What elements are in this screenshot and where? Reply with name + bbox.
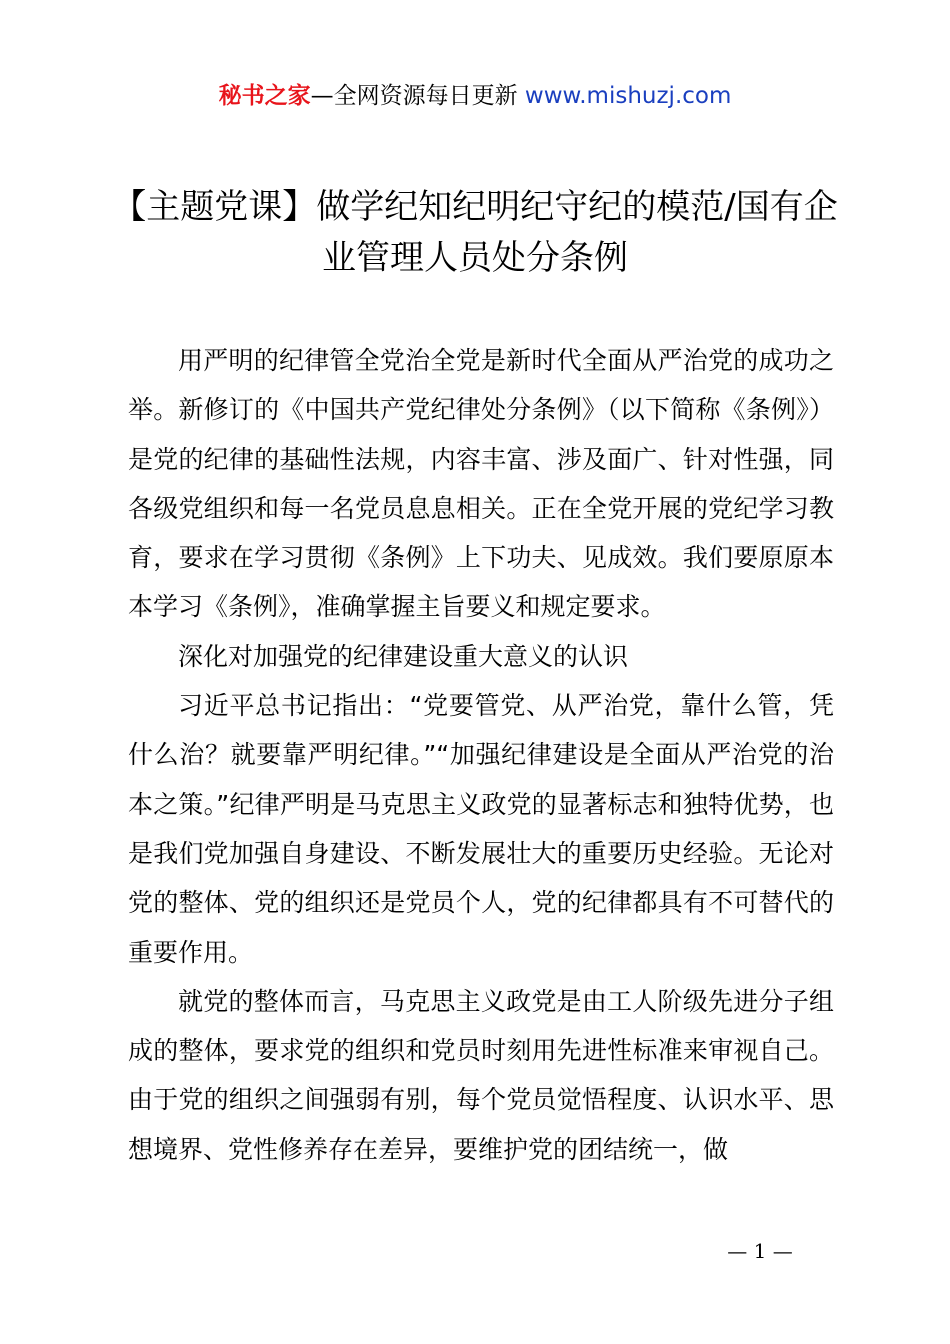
site-brand: 秘书之家 (218, 83, 311, 109)
document-title: 【主题党课】做学纪知纪明纪守纪的模范/国有企业管理人员处分条例 (112, 187, 838, 278)
site-header (0, 80, 950, 112)
header-separator: — (310, 83, 334, 109)
section-heading: 深化对加强党的纪律建设重大意义的认识 (178, 641, 629, 671)
site-url-link[interactable]: www.mishuzj.com (524, 83, 732, 109)
document-body (128, 336, 834, 1174)
body-paragraph: 习近平总书记指出：“党要管党、从严治党，靠什么管，凭什么治？就要靠严明纪律。”“加强纪律建设是全面从严治党的治本之策。”纪律严明是马克思主义政党的显著标志和独特优势，也是我们党加强自身建设、不断发展壮大的重要历史经验。无论对党的整体、党的组织还是党员个人，党的纪律都具有不可替代的重要作用。 (128, 691, 834, 967)
header-tagline: 全网资源每日更新 (333, 83, 525, 109)
body-paragraph: 就党的整体而言，马克思主义政党是由工人阶级先进分子组成的整体，要求党的组织和党员时刻用先进性标准来审视自己。由于党的组织之间强弱有别，每个党员觉悟程度、认识水平、思想境界、党性修养存在差异，要维护党的团结统一，做 (128, 986, 834, 1164)
body-paragraph: 用严明的纪律管全党治全党是新时代全面从严治党的成功之举。新修订的《中国共产党纪律处分条例》（以下简称《条例》）是党的纪律的基础性法规，内容丰富、涉及面广、针对性强，同各级党组织和每一名党员息息相关。正在全党开展的党纪学习教育，要求在学习贯彻《条例》上下功夫、见成效。我们要原原本本学习《条例》，准确掌握主旨要义和规定要求。 (128, 346, 834, 622)
page-number: — 1 — (727, 1239, 793, 1263)
